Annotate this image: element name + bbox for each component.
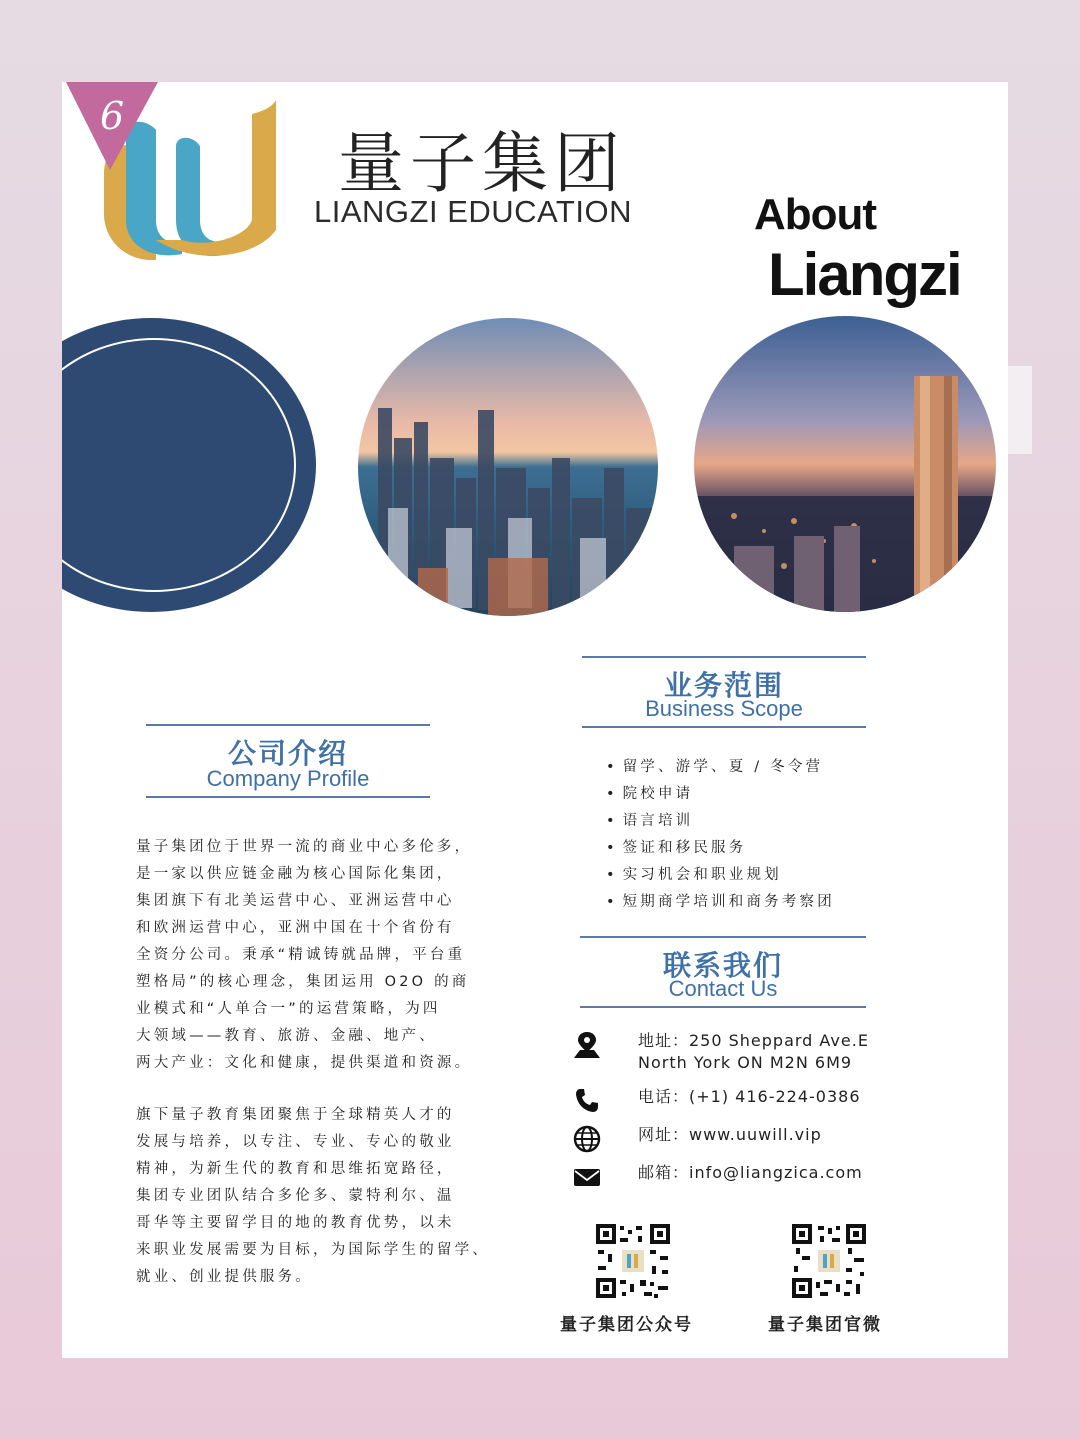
business-scope-title-cn: 业务范围 — [663, 669, 784, 702]
header-rule-bottom — [146, 796, 430, 798]
profile-line: 发展与培养，以专注、专业、专心的敬业 — [136, 1134, 455, 1150]
city-skyline-photo — [358, 318, 658, 616]
header-rule-top — [146, 724, 430, 726]
company-profile-paragraph-2 — [136, 1102, 490, 1291]
profile-line: 旗下量子教育集团聚焦于全球精英人才的 — [136, 1107, 455, 1123]
company-profile-header — [146, 724, 430, 798]
profile-line: 就业、创业提供服务。 — [136, 1269, 313, 1285]
phone-number[interactable]: 电话：(+1) 416-224-0386 — [638, 1087, 861, 1106]
business-scope-title-en: Business Scope — [645, 696, 803, 721]
globe-icon — [572, 1124, 604, 1154]
profile-line: 来职业发展需要为目标，为国际学生的留学、 — [136, 1242, 490, 1258]
company-profile-title-cn: 公司介绍 — [227, 737, 348, 770]
contact-us-title-en: Contact Us — [668, 976, 778, 1001]
list-item: • 院校申请 — [606, 781, 835, 808]
qr-label-weibo: 量子集团官微 — [768, 1315, 882, 1335]
profile-line: 集团旗下有北美运营中心、亚洲运营中心 — [136, 893, 455, 909]
profile-line: 全资分公司。秉承“精诚铸就品牌，平台重 — [136, 947, 466, 963]
contact-phone — [572, 1086, 992, 1116]
header-rule-top — [582, 656, 866, 658]
list-item: • 签证和移民服务 — [606, 835, 835, 862]
address-text — [638, 1030, 869, 1074]
about-heading-line1: About — [754, 190, 877, 239]
mail-icon — [572, 1162, 604, 1192]
qr-code-official-account[interactable] — [594, 1222, 672, 1300]
header-rule-top — [580, 936, 866, 938]
contact-website — [572, 1124, 992, 1154]
profile-line: 业模式和“人单合一”的运营策略，为四 — [136, 1001, 441, 1017]
list-item: • 短期商学培训和商务考察团 — [606, 889, 835, 916]
qr-label-official-account: 量子集团公众号 — [560, 1315, 693, 1335]
header-rule-bottom — [582, 726, 866, 728]
business-scope-list — [606, 754, 835, 916]
list-item: • 留学、游学、夏 / 冬令营 — [606, 754, 835, 781]
address-line-2: North York ON M2N 6M9 — [638, 1053, 853, 1072]
about-heading-line2: Liangzi — [768, 241, 961, 308]
contact-us-title-cn: 联系我们 — [662, 949, 783, 982]
profile-line: 哥华等主要留学目的地的教育优势，以未 — [136, 1215, 455, 1231]
address-line-1: 地址：250 Sheppard Ave.E — [638, 1031, 869, 1050]
profile-line: 精神，为新生代的教育和思维拓宽路径， — [136, 1161, 455, 1177]
business-scope-header — [582, 656, 866, 728]
company-profile-paragraph-1 — [136, 834, 472, 1077]
phone-icon — [572, 1086, 604, 1116]
skyscraper-photo — [694, 316, 996, 612]
company-profile-title-en: Company Profile — [206, 766, 370, 791]
list-item: • 语言培训 — [606, 808, 835, 835]
profile-line: 量子集团位于世界一流的商业中心多伦多， — [136, 839, 473, 855]
contact-address — [572, 1030, 992, 1080]
profile-line: 塑格局”的核心理念，集团运用 O2O 的商 — [136, 974, 470, 990]
profile-line: 是一家以供应链金融为核心国际化集团， — [136, 866, 455, 882]
brochure-page — [62, 82, 1008, 1358]
profile-line: 大领域——教育、旅游、金融、地产、 — [136, 1028, 437, 1044]
brand-name-cn: 量子集团 — [338, 125, 626, 202]
email-link[interactable]: 邮箱：info@liangzica.com — [638, 1163, 863, 1182]
contact-email — [572, 1162, 992, 1192]
page-number: 6 — [100, 94, 125, 138]
brand-name-en: LIANGZI EDUCATION — [314, 194, 632, 229]
map-pin-icon — [572, 1030, 604, 1060]
contact-us-header — [580, 936, 866, 1008]
website-link[interactable]: 网址：www.uuwill.vip — [638, 1125, 822, 1144]
page-number-badge — [62, 82, 162, 172]
profile-line: 两大产业：文化和健康，提供渠道和资源。 — [136, 1055, 473, 1071]
list-item: • 实习机会和职业规划 — [606, 862, 835, 889]
profile-line: 集团专业团队结合多伦多、蒙特利尔、温 — [136, 1188, 455, 1204]
profile-line: 和欧洲运营中心，亚洲中国在十个省份有 — [136, 920, 455, 936]
qr-code-weibo[interactable] — [790, 1222, 868, 1300]
page-edge-tab — [1008, 366, 1032, 454]
header-rule-bottom — [580, 1006, 866, 1008]
